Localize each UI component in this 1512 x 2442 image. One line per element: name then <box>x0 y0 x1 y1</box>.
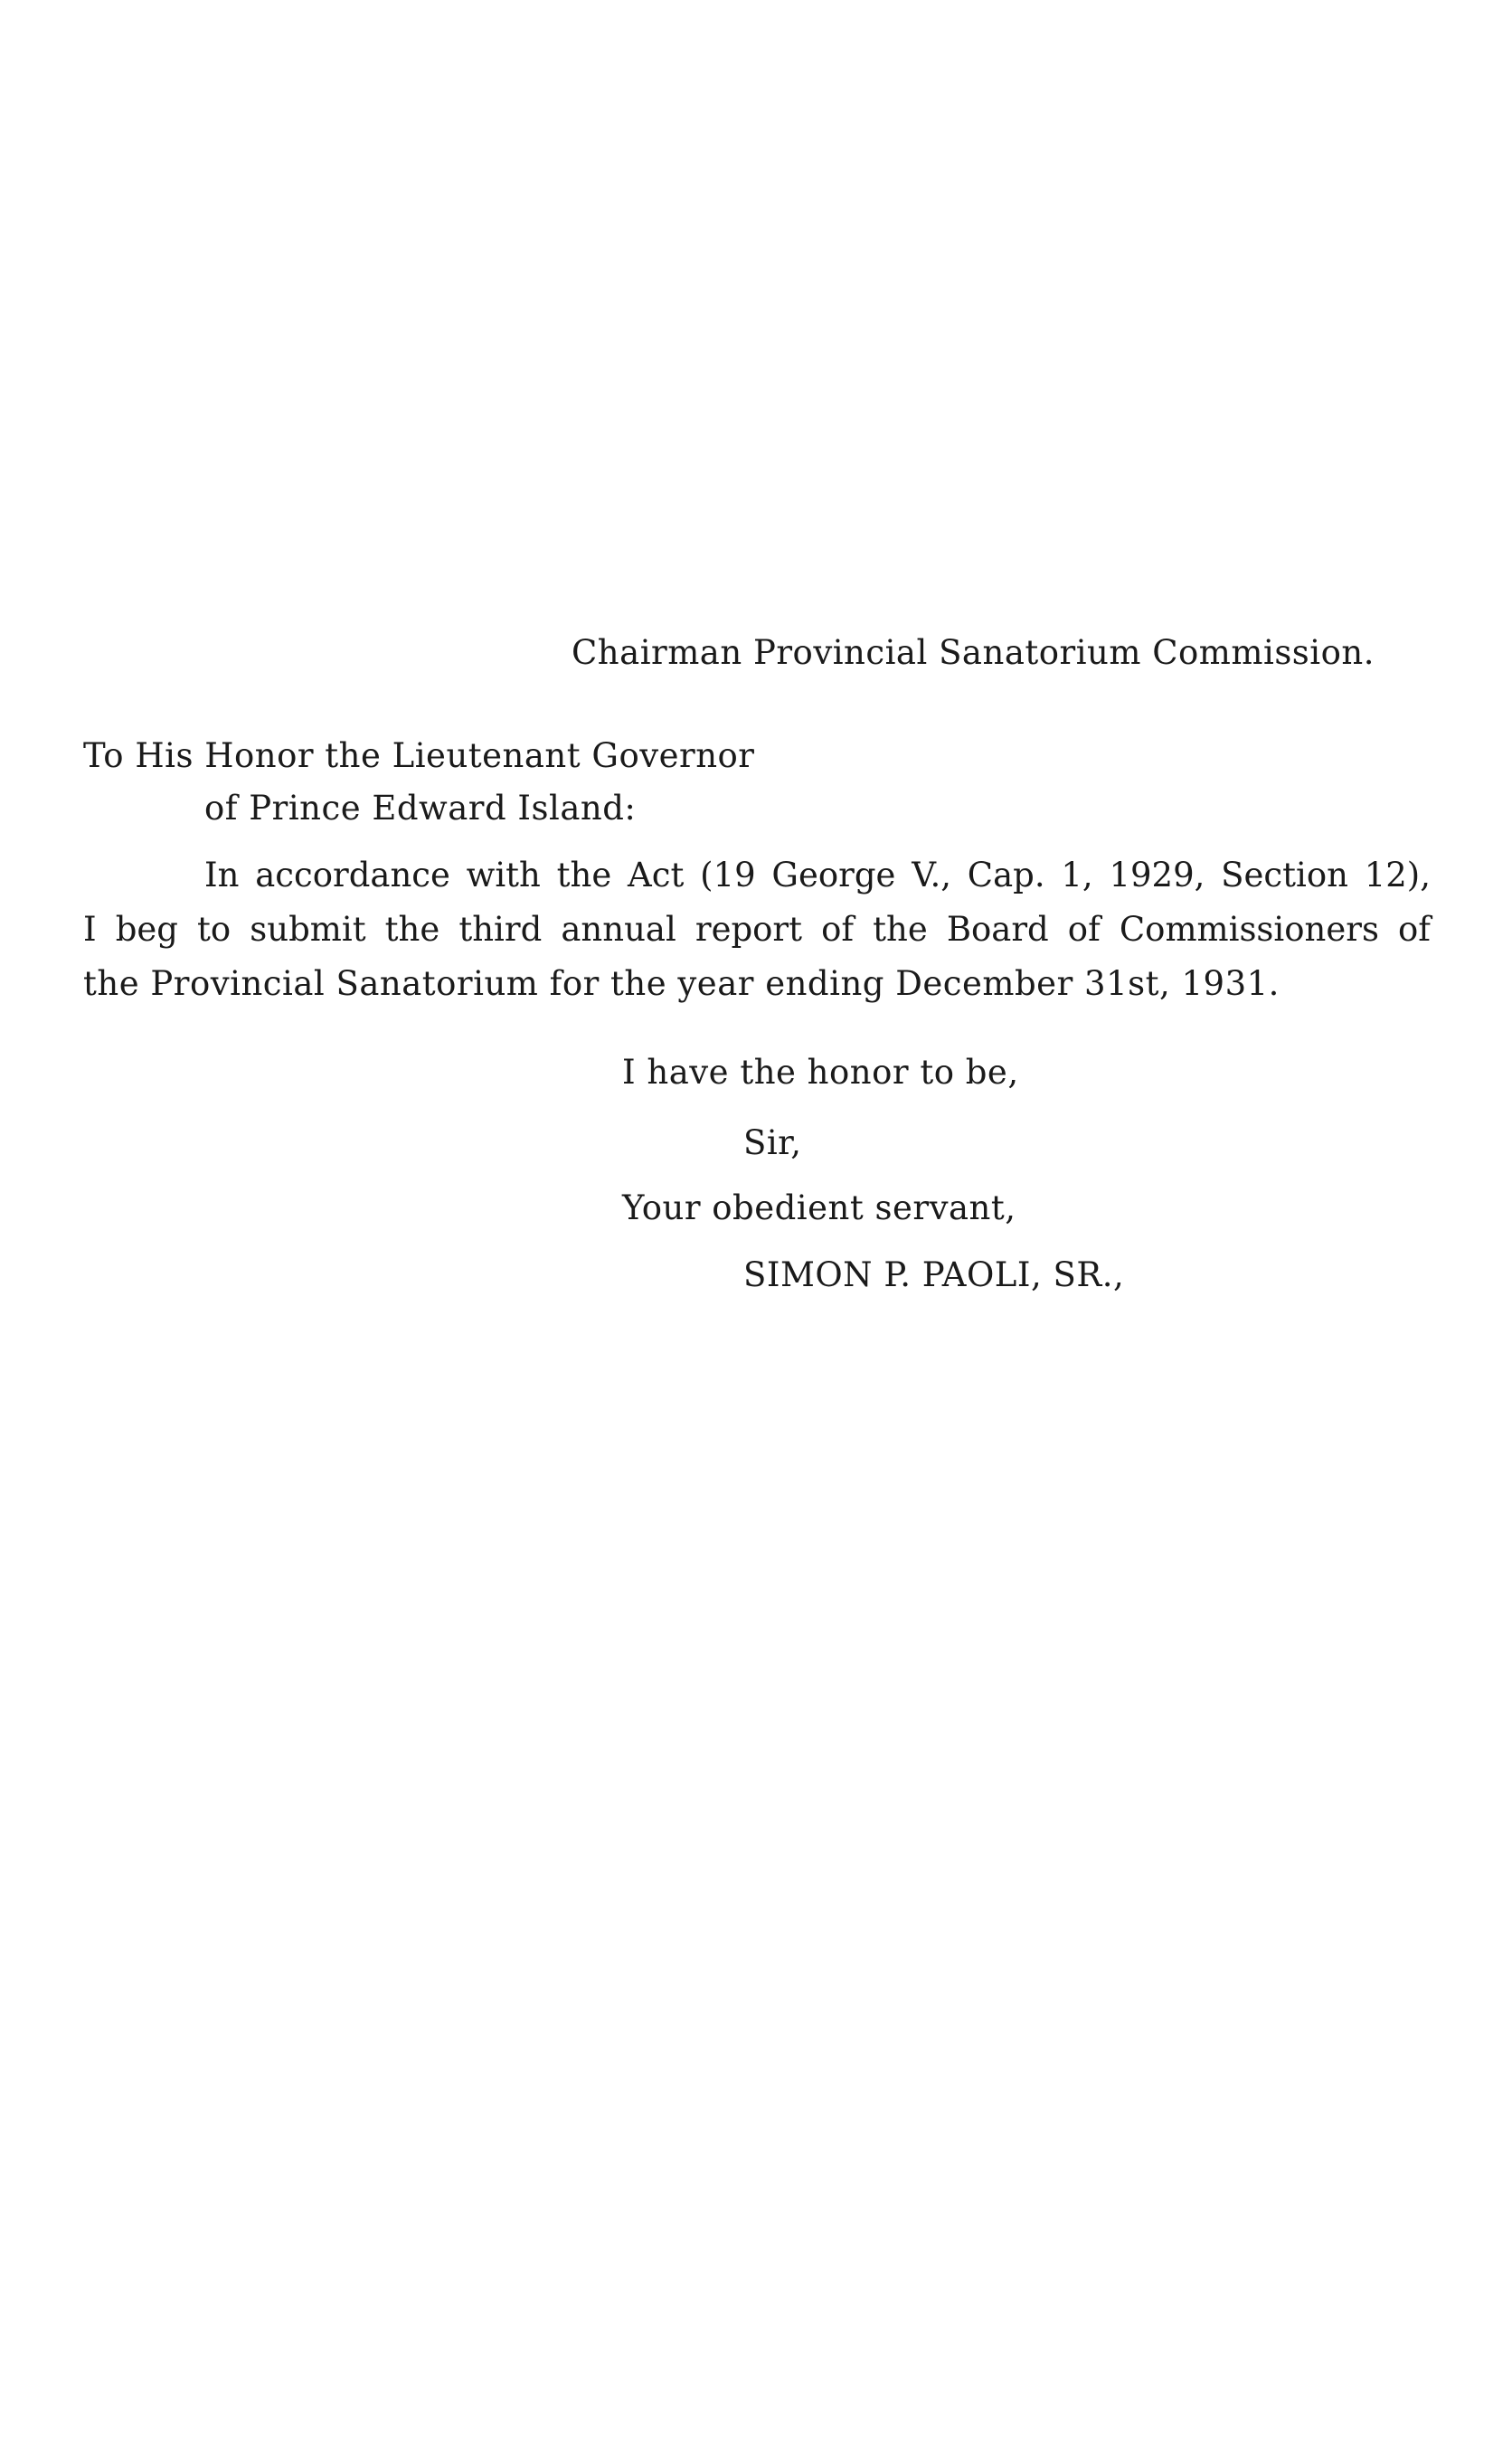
closing-line-2: Sir, <box>743 1123 802 1162</box>
salutation-line-1: To His Honor the Lieutenant Governor <box>83 736 755 775</box>
body-line-2: I beg to submit the third annual report of the Board of Commissioners of <box>83 910 1431 949</box>
body-line-1: In accordance with the Act (19 George V., Cap. 1, 1929, Section 12), <box>204 856 1431 894</box>
closing-line-1: I have the honor to be, <box>622 1053 1019 1092</box>
closing-line-3: Your obedient servant, <box>622 1188 1016 1227</box>
salutation-line-2: of Prince Edward Island: <box>204 789 637 828</box>
body-line-3: the Provincial Sanatorium for the year ending December 31st, 1931. <box>83 964 1280 1003</box>
title-line: Chairman Provincial Sanatorium Commission. <box>572 633 1375 672</box>
signature: SIMON P. PAOLI, SR., <box>743 1255 1125 1294</box>
